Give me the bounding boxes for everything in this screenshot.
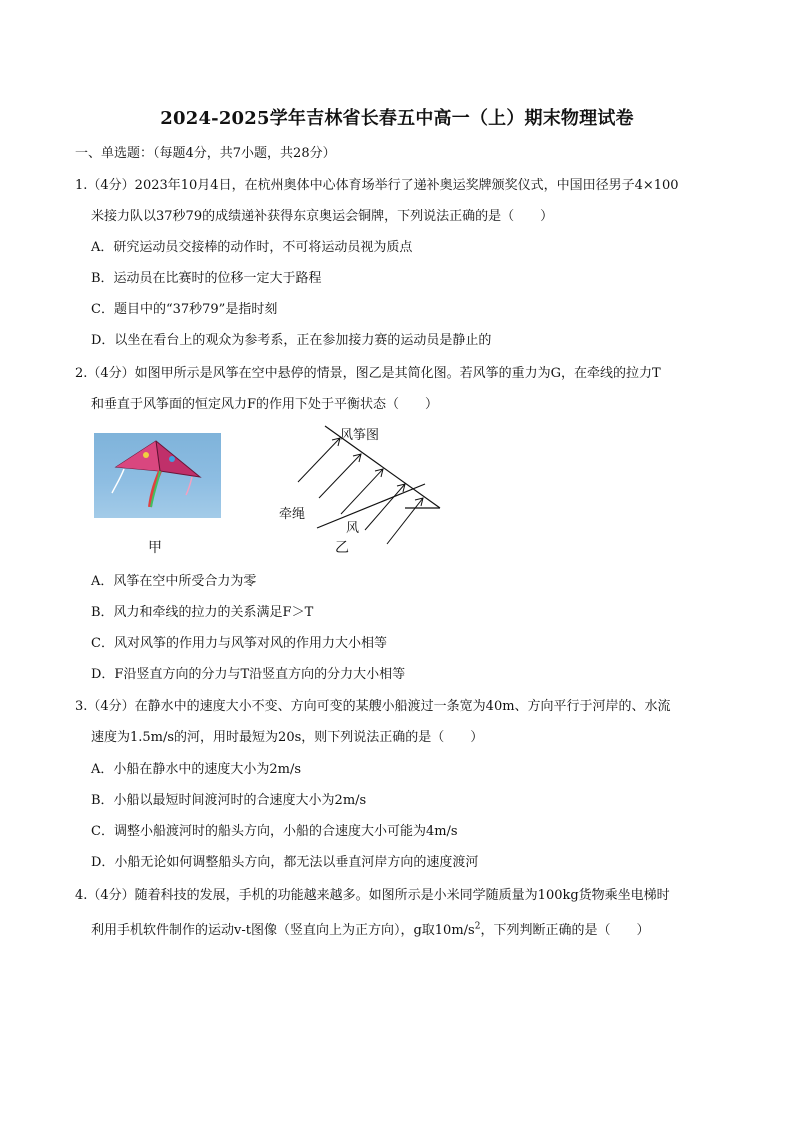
question-2-line-2: 和垂直于风筝面的恒定风力F的作用下处于平衡状态（ ） bbox=[91, 397, 439, 412]
question-1-line-1: 1.（4分）2023年10月4日，在杭州奥体中心体育场举行了递补奥运奖牌颁奖仪式，中国田径男子4×100 bbox=[75, 178, 679, 193]
question-3-line-1: 3.（4分）在静水中的速度大小不变、方向可变的某艘小船渡过一条宽为40m、方向平行于河岸的、水流 bbox=[75, 699, 671, 714]
section-heading: 一、单选题：（每题4分，共7小题，共28分） bbox=[75, 146, 336, 161]
kite-photo bbox=[94, 433, 221, 518]
question-4-line-2 bbox=[91, 919, 649, 938]
question-2-line-1: 2.（4分）如图甲所示是风筝在空中悬停的情景，图乙是其简化图。若风筝的重力为G，在牵线的拉力T bbox=[75, 366, 661, 381]
unit-exponent: 2 bbox=[474, 921, 481, 932]
question-4-line-1: 4.（4分）随着科技的发展，手机的功能越来越多。如图所示是小米同学随质量为100kg货物乘坐电梯时 bbox=[75, 888, 670, 903]
question-1-option-c: C．题目中的“37秒79”是指时刻 bbox=[91, 302, 278, 317]
question-4-line-2-end: ，下列判断正确的是（ ） bbox=[480, 923, 650, 938]
kite-illustration bbox=[94, 433, 221, 518]
label-kite: 风筝图 bbox=[340, 428, 380, 443]
diagram-caption: 乙 bbox=[335, 540, 349, 556]
photo-caption: 甲 bbox=[148, 540, 162, 556]
page-title: 2024-2025学年吉林省长春五中高一（上）期末物理试卷 bbox=[160, 108, 634, 129]
question-1-option-a: A．研究运动员交接棒的动作时，不可将运动员视为质点 bbox=[91, 240, 413, 255]
question-4-line-2-text: 利用手机软件制作的运动v-t图像（竖直向上为正方向），g取10m/s bbox=[91, 923, 475, 938]
question-3-option-b: B．小船以最短时间渡河时的合速度大小为2m/s bbox=[91, 793, 367, 808]
question-1-line-2: 米接力队以37秒79的成绩递补获得东京奥运会铜牌，下列说法正确的是（ ） bbox=[91, 209, 554, 224]
question-2-option-b: B．风力和牵线的拉力的关系满足F＞T bbox=[91, 605, 314, 620]
question-2-option-d: D．F沿竖直方向的分力与T沿竖直方向的分力大小相等 bbox=[91, 667, 406, 682]
question-1-option-b: B．运动员在比赛时的位移一定大于路程 bbox=[91, 271, 322, 286]
label-rope: 牵绳 bbox=[279, 507, 306, 522]
wind-arrows bbox=[298, 438, 423, 544]
question-3-option-d: D．小船无论如何调整船头方向，都无法以垂直河岸方向的速度渡河 bbox=[91, 855, 479, 870]
question-1-option-d: D．以坐在看台上的观众为参考系，正在参加接力赛的运动员是静止的 bbox=[91, 333, 492, 348]
question-2-option-c: C．风对风筝的作用力与风筝对风的作用力大小相等 bbox=[91, 636, 387, 651]
question-2-option-a: A．风筝在空中所受合力为零 bbox=[91, 574, 257, 589]
question-3-option-c: C．调整小船渡河时的船头方向，小船的合速度大小可能为4m/s bbox=[91, 824, 458, 839]
label-wind: 风 bbox=[346, 521, 360, 536]
question-3-line-2: 速度为1.5m/s的河，用时最短为20s，则下列说法正确的是（ ） bbox=[91, 730, 484, 745]
question-3-option-a: A．小船在静水中的速度大小为2m/s bbox=[91, 762, 302, 777]
